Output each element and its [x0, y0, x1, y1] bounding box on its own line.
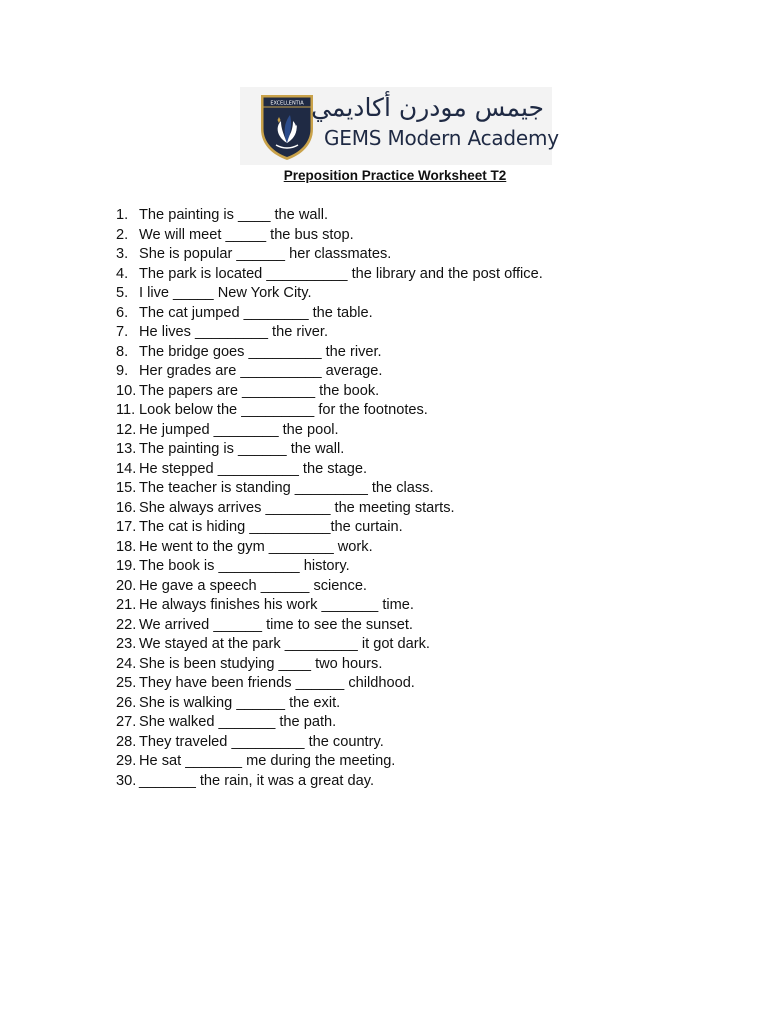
- brand-name-english: GEMS Modern Academy: [324, 126, 559, 150]
- question-item: [116, 733, 543, 753]
- question-text: She is been studying ____ two hours.: [139, 655, 383, 672]
- question-text: The teacher is standing _________ the class.: [139, 480, 434, 496]
- question-text: She always arrives ________ the meeting starts.: [139, 499, 455, 516]
- question-item: [116, 674, 543, 694]
- question-item: [116, 421, 543, 441]
- question-text: He jumped ________ the pool.: [139, 421, 339, 438]
- question-item: [116, 401, 543, 421]
- worksheet-title: Preposition Practice Worksheet T2: [283, 168, 507, 183]
- question-item: [116, 752, 543, 772]
- question-text: The painting is ______ the wall.: [139, 441, 345, 457]
- question-number: 3.: [116, 246, 129, 262]
- school-logo-block: [240, 87, 559, 165]
- question-text: I live _____ New York City.: [139, 285, 312, 301]
- question-text: _______ the rain, it was a great day.: [139, 772, 375, 789]
- question-text: The cat is hiding __________the curtain.: [139, 519, 403, 535]
- question-text: She is popular ______ her classmates.: [139, 246, 392, 262]
- question-number: 19.: [116, 558, 137, 574]
- question-text: The cat jumped ________ the table.: [139, 304, 373, 321]
- question-item: [116, 713, 543, 733]
- question-number: 16.: [116, 499, 137, 516]
- question-number: 24.: [116, 655, 137, 672]
- question-text: Her grades are __________ average.: [139, 363, 383, 379]
- question-number: 25.: [116, 675, 137, 691]
- question-number: 11.: [116, 402, 136, 418]
- question-number: 20.: [116, 577, 137, 594]
- question-text: We will meet _____ the bus stop.: [139, 226, 354, 243]
- question-item: [116, 382, 543, 402]
- question-number: 28.: [116, 733, 137, 750]
- question-number: 30.: [116, 772, 137, 789]
- crest-motto: EXCELLENTIA: [270, 100, 304, 107]
- brand-name-arabic: جيمس مودرن أكاديمي: [311, 93, 544, 122]
- question-number: 27.: [116, 714, 137, 730]
- school-crest-icon: [259, 93, 315, 161]
- question-number: 5.: [116, 285, 129, 301]
- question-item: [116, 343, 543, 363]
- question-item: [116, 518, 543, 538]
- question-number: 17.: [116, 519, 137, 535]
- question-number: 12.: [116, 421, 137, 438]
- question-number: 26.: [116, 694, 137, 711]
- question-item: [116, 655, 543, 675]
- question-number: 7.: [116, 324, 129, 340]
- question-text: The papers are _________ the book.: [139, 382, 380, 399]
- question-number: 13.: [116, 441, 137, 457]
- question-text: They have been friends ______ childhood.: [139, 675, 415, 691]
- question-item: [116, 362, 543, 382]
- question-text: We stayed at the park _________ it got dark.: [139, 636, 430, 652]
- question-text: We arrived ______ time to see the sunset.: [139, 616, 413, 633]
- question-text: He went to the gym ________ work.: [139, 538, 373, 555]
- question-number: 14.: [116, 460, 137, 477]
- question-item: [116, 635, 543, 655]
- question-item: [116, 226, 543, 246]
- question-item: [116, 323, 543, 343]
- question-item: [116, 538, 543, 558]
- question-number: 10.: [116, 382, 137, 399]
- question-number: 8.: [116, 343, 129, 360]
- question-text: She walked _______ the path.: [139, 714, 337, 730]
- question-number: 6.: [116, 304, 129, 321]
- question-item: [116, 577, 543, 597]
- question-number: 23.: [116, 636, 137, 652]
- question-text: They traveled _________ the country.: [139, 733, 384, 750]
- question-number: 21.: [116, 597, 137, 613]
- question-item: [116, 265, 543, 285]
- question-number: 22.: [116, 616, 137, 633]
- question-item: [116, 284, 543, 304]
- question-number: 4.: [116, 265, 129, 282]
- question-text: He lives _________ the river.: [139, 324, 329, 340]
- question-item: [116, 460, 543, 480]
- question-item: [116, 772, 543, 792]
- question-text: The bridge goes _________ the river.: [139, 343, 382, 360]
- question-item: [116, 206, 543, 226]
- question-item: [116, 479, 543, 499]
- question-item: [116, 557, 543, 577]
- question-item: [116, 245, 543, 265]
- question-item: [116, 304, 543, 324]
- question-list: [116, 206, 543, 791]
- question-text: He stepped __________ the stage.: [139, 460, 368, 477]
- question-item: [116, 440, 543, 460]
- question-text: The book is __________ history.: [139, 558, 350, 574]
- question-text: He sat _______ me during the meeting.: [139, 753, 396, 769]
- question-number: 2.: [116, 226, 129, 243]
- question-text: The park is located __________ the library and the post office.: [139, 265, 543, 282]
- question-text: The painting is ____ the wall.: [139, 207, 329, 223]
- question-text: He always finishes his work _______ time.: [139, 597, 414, 613]
- question-number: 29.: [116, 753, 137, 769]
- question-text: Look below the _________ for the footnotes.: [139, 402, 428, 418]
- question-text: He gave a speech ______ science.: [139, 577, 367, 594]
- question-item: [116, 616, 543, 636]
- question-number: 15.: [116, 480, 137, 496]
- question-number: 1.: [116, 207, 129, 223]
- question-number: 18.: [116, 538, 137, 555]
- question-item: [116, 694, 543, 714]
- question-item: [116, 596, 543, 616]
- question-text: She is walking ______ the exit.: [139, 694, 341, 711]
- question-item: [116, 499, 543, 519]
- question-number: 9.: [116, 363, 129, 379]
